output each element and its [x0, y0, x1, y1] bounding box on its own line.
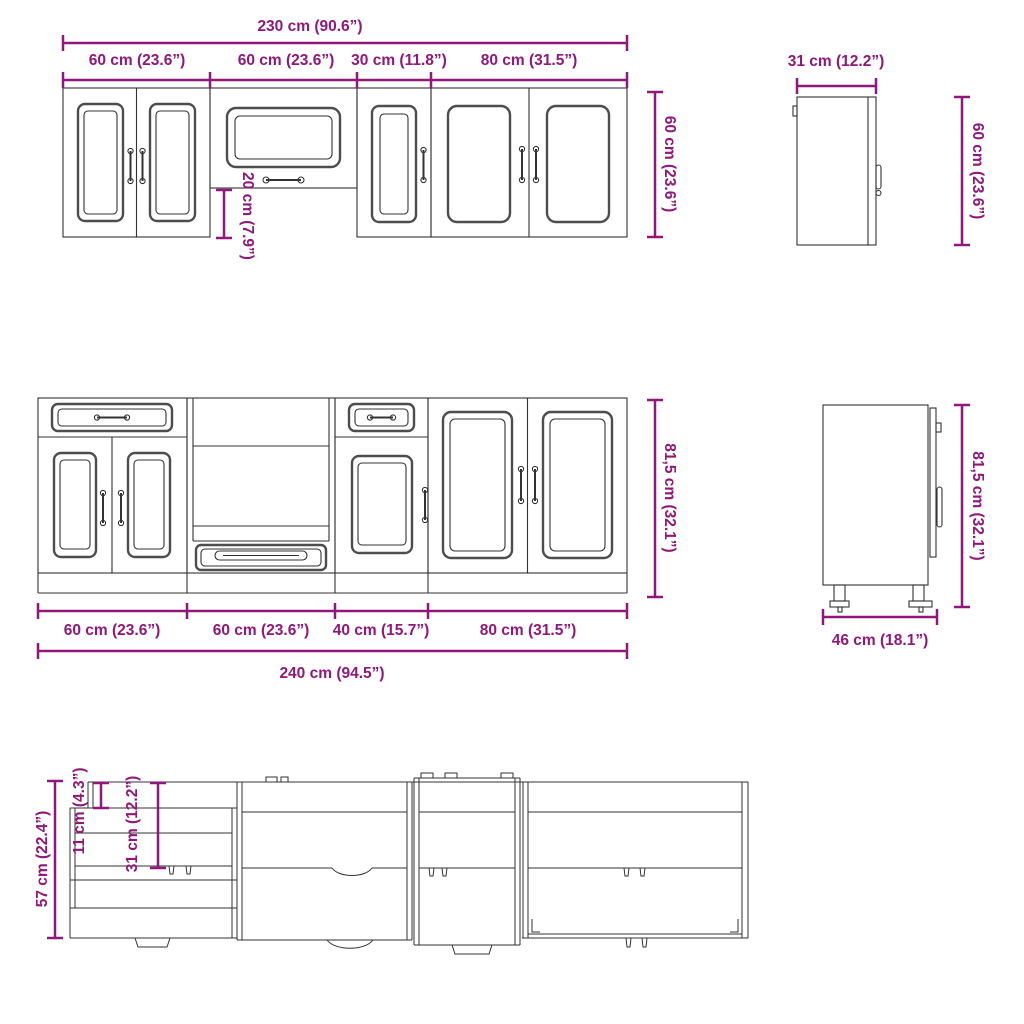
- dim-label-base-side-height: 81,5 cm (32.1”): [969, 451, 986, 561]
- dim-label-base-side-depth: 46 cm (18.1”): [831, 632, 929, 649]
- dim-label-glass-cabinet-gap: 20 cm (7.9”): [239, 172, 256, 260]
- dim-label-wall-height: 60 cm (23.6”): [661, 115, 678, 213]
- dim-label-wall-segment-1: 60 cm (23.6”): [88, 52, 186, 69]
- dim-label-base-height: 81,5 cm (32.1”): [661, 443, 678, 553]
- dim-label-base-total-width: 240 cm (94.5”): [279, 665, 385, 682]
- drawer-detail-drawing: [70, 773, 748, 954]
- dim-label-base-segment-2: 60 cm (23.6”): [212, 622, 310, 639]
- dim-label-deep-drawer-height: 31 cm (12.2”): [124, 775, 141, 873]
- dim-label-wall-side-height: 60 cm (23.6”): [969, 122, 986, 220]
- dimension-lines: [38, 35, 970, 938]
- dim-label-wall-total-width: 230 cm (90.6”): [257, 18, 363, 35]
- dim-label-wall-segment-2: 60 cm (23.6”): [237, 52, 335, 69]
- dim-label-top-drawer-height: 11 cm (4.3”): [71, 767, 88, 855]
- dim-label-wall-segment-3: 30 cm (11.8”): [351, 52, 447, 69]
- base-cabinets-front-drawing: [38, 398, 627, 593]
- wall-cabinet-side-drawing: [793, 97, 881, 245]
- base-cabinet-side-drawing: [823, 405, 942, 612]
- dim-label-drawer-view-height: 57 cm (22.4”): [34, 810, 51, 908]
- wall-cabinets-front-drawing: [63, 88, 627, 237]
- dim-label-base-segment-1: 60 cm (23.6”): [63, 622, 161, 639]
- dim-label-base-segment-4: 80 cm (31.5”): [479, 622, 577, 639]
- dim-label-base-segment-3: 40 cm (15.7”): [332, 622, 430, 639]
- dim-label-wall-side-depth: 31 cm (12.2”): [787, 53, 885, 70]
- dim-label-wall-segment-4: 80 cm (31.5”): [480, 52, 578, 69]
